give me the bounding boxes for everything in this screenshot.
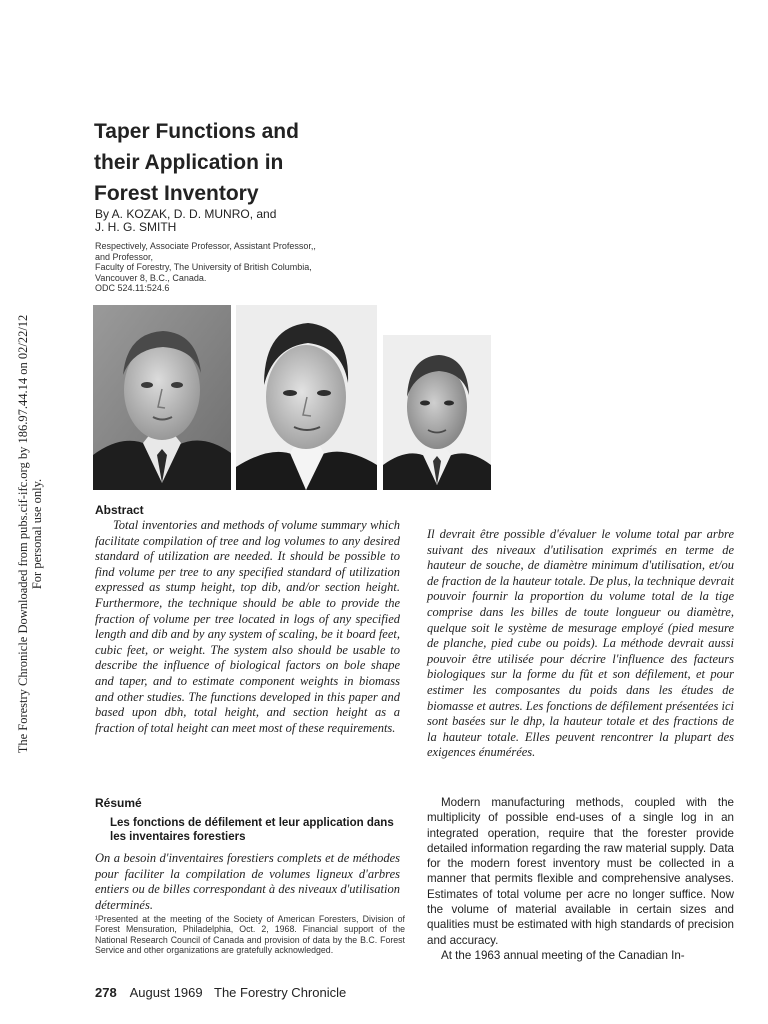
title-line-1: Taper Functions and bbox=[94, 120, 299, 143]
resume-paragraph-left: On a besoin d'inventaires forestiers complets et de méthodes pour faciliter la compilation de volumes ligneux d'arbres entiers ou de billes correspondant à des niveaux d'utilisation déterminés. bbox=[95, 851, 400, 912]
abstract-heading: Abstract bbox=[95, 503, 144, 517]
issue-date: August 1969 bbox=[129, 985, 203, 1000]
affiliation-line: and Professor, bbox=[95, 251, 154, 262]
title-line-3: Forest Inventory bbox=[94, 182, 259, 205]
journal-name: The Forestry Chronicle bbox=[214, 985, 347, 1000]
resume-text-left bbox=[95, 851, 400, 913]
body-paragraph-2: At the 1963 annual meeting of the Canadian In- bbox=[441, 948, 685, 962]
abstract-text bbox=[95, 518, 400, 736]
affiliation-line: Faculty of Forestry, The University of British Columbia, bbox=[95, 262, 312, 272]
abstract-paragraph: Total inventories and methods of volume summary which facilitate compilation of tree and log volumes to any desired standard of utilization are needed. It should be possible to find volume per tree to any specified standard of utilization expressed as stump height, top dib, and/or section height. Furthermore, the technique should be able to provide the fraction of volume per tree located in logs of any specified length and dib and by any system of scaling, be it board feet, cubic feet, or weight. The system also should be usable to describe the influence of biological factors on bole shape and taper, and to estimate component weights in biomass and other studies. The functions developed in this paper and based upon dbh, total height, and section height as a fraction of total height can meet most of these requirements. bbox=[95, 518, 400, 735]
affiliation-line: Respectively, Associate Professor, Assistant Professor,, bbox=[95, 241, 316, 251]
footnote: ¹Presented at the meeting of the Society of American Foresters, Division of Forest Mensuration, Philadelphia, Oct. 2, 1968. Financial support of the National Research Council of Canada and provision of data by the B.C. Forest Service and other organizations are gratefully acknowledged. bbox=[95, 914, 405, 955]
odc-code: ODC 524.11:524.6 bbox=[95, 283, 170, 293]
affiliation-line: Vancouver 8, B.C., Canada. bbox=[95, 272, 207, 283]
authors-line-1: By A. KOZAK, D. D. MUNRO, and bbox=[95, 207, 277, 221]
resume-text-right: Il devrait être possible d'évaluer le volume total par arbre suivant des niveaux d'utilisation exprimés en terme de hauteur de souche, de diamètre minimum d'utilisation, et/ou de fraction de la hauteur totale. De plus, la technique devrait pouvoir fournir la proportion du volume total de la tige comprise dans les billes de toute longueur ou diamètre, quelque soit le système de mesurage employé (pied mesure de planche, pied cube ou poids). La méthode devrait aussi pouvoir être utilisée pour décrire l'influence des facteurs biologiques sur la forme du fût et son défilement, et pour estimer les composantes du poids dans les études de biomasse et autres. Les fonctions de défilement présentées ici sont basées sur le dhp, la hauteur totale et des fractions de la hauteur totale. Elles peuvent rencontrer la plupart des exigences énumérées. bbox=[427, 527, 734, 760]
download-watermark bbox=[16, 174, 44, 894]
title-line-2: their Application in bbox=[94, 151, 284, 174]
affiliation bbox=[95, 241, 425, 294]
watermark-line-2: For personal use only. bbox=[30, 478, 44, 590]
introduction-text bbox=[427, 795, 734, 963]
author-photo-kozak bbox=[93, 305, 231, 490]
page-footer bbox=[95, 985, 346, 1000]
resume-subheading: Les fonctions de défilement et leur application dans les inventaires forestiers bbox=[110, 817, 394, 843]
body-paragraph-1: Modern manufacturing methods, coupled with the multiplicity of possible end-uses of a single log in an integrated operation, require that the forester provide detailed information regarding the raw material supply. Data for the modern forest inventory must be collected in a manner that permits flexible and comprehensive analyses. Estimates of total volume per acre no longer suffice. Now the volume of material available in certain sizes and qualities must be estimated with high standards of precision and accuracy. bbox=[427, 796, 734, 947]
resume-heading: Résumé bbox=[95, 796, 142, 810]
authors bbox=[95, 208, 415, 234]
authors-line-2: J. H. G. SMITH bbox=[95, 220, 177, 234]
author-photo-munro bbox=[236, 305, 377, 490]
article-title bbox=[94, 116, 414, 209]
page-number: 278 bbox=[95, 985, 117, 1000]
watermark-line-1: The Forestry Chronicle Downloaded from pubs.cif-ifc.org by 186.97.44.14 on 02/22/12 bbox=[16, 314, 30, 754]
author-photo-smith bbox=[383, 335, 491, 490]
